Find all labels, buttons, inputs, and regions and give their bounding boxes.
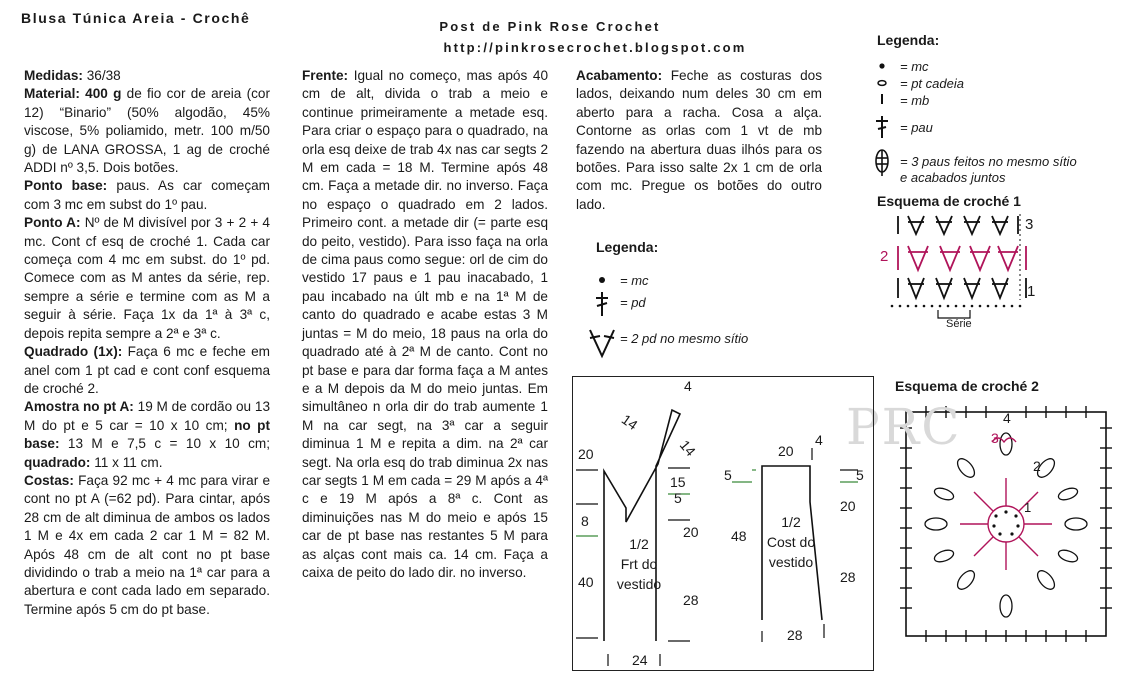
- medidas-label: Medidas:: [24, 68, 83, 83]
- back-label-line2: Cost do: [766, 534, 816, 550]
- quadrado-text: Faça 6 mc e feche em anel com 1 pt cad e cont conf esquema de croché 2.: [24, 344, 270, 396]
- legend-mid-item-mc: = mc: [620, 273, 649, 288]
- no-pt-base-label: no pt base:: [24, 417, 270, 452]
- double-pd-v-icon: [590, 330, 614, 356]
- legend-right-item-mb: = mb: [900, 93, 930, 108]
- pau-icon: [876, 116, 888, 138]
- front-label: [610, 534, 668, 594]
- costas-text: Faça 92 mc + 4 mc para virar e cont no pt A (=62 pd). Para cintar, após 28 cm de alt diminua de ambos os lados 1 M e 4x em cada 2 car 1 M = 82 M. Após 48 cm de alt cont no pt base dividindo o trab a meio na 1ª car para a abertura e cont cada lado em separado. Termine após 5 cm do pt base.: [24, 472, 271, 617]
- pd-icon: [596, 292, 608, 316]
- costas-label: Costas:: [24, 472, 74, 488]
- frente-text: Igual no começo, mas após 40 cm de alt, divida o trab a meio e continue primeiramente a metade esq. Para criar o espaço para o quadrado, na orla esq deixe de trab 4x nas car segts 2 M em cada = 18 M. Termine após 48 cm. Faça a metade dir. no inverso. Faça no espaço o quadrado em 2 lados. Primeiro cont. a metade dir (= parte esq do peito, vestido). Para isso faça na orla de cima paus como segue: orl de cim do vestido 17 paus e 1 pau inacabado, 1 pau incabado na últ mb e na 1ª M de canto do quadrado e acabe estas 3 M juntas = M do meio, 18 paus na orla do quadrado até à 2ª M de canto. Cont no pt base e para dar forma faça a M antes e a M depois da M do meio juntas. Em simultâneo n orla dir do trab aumente 1 M na car segt, na 3ª car a seguir diminua 1 M e repita a dim. na 2ª car segt. Na orla esq do trab diminua 2x nas car segts 1 M em cada = 29 M após a 4ª c e 19 M após a 8ª c. Cont as diminuições nas M do meio e após 15 car de pt base nas restantes 5 M para as alças cont mais ca. 14 cm. Faça a caixa de peito do lado dir. no inverso.: [302, 68, 549, 580]
- frente-label: Frente:: [302, 68, 349, 83]
- scheme1-row2: [898, 246, 1026, 270]
- material-qty: 400 g: [85, 86, 122, 102]
- front-label-line3: vestido: [616, 576, 662, 592]
- scheme1-chain-dots: [891, 305, 1022, 308]
- back-label: [762, 512, 820, 572]
- scheme1-title: Esquema de croché 1: [877, 193, 1021, 209]
- scheme2-number-3: 3: [991, 430, 999, 446]
- scheme2-number-2: 2: [1033, 458, 1041, 474]
- material-text: de fio cor de areia (cor 12) “Binario” (50% algodão, 45% viscose, 5% poliamido, metr. 100 m/50 g) de LANA GROSSA, 1 ag de croché ADDI nº 3,5. Dois botões.: [24, 86, 270, 176]
- mc-dot-icon: [599, 277, 605, 283]
- front-dim-20: 20: [578, 446, 594, 462]
- acabamento-text: Feche as costuras dos lados, deixando num deles 30 cm em aberto para a racha. Cosa a alça. Contorne as orlas com 1 vt de mb fazendo na abertura duas ilhós para os botões. Para isso salte 2x 1 cm de orla com mc. Pregue os botões do outro lado.: [576, 68, 823, 212]
- ponto-a-label: Ponto A:: [24, 215, 81, 231]
- front-dim-15: 15: [670, 474, 686, 490]
- pt-cadeia-icon: [878, 81, 886, 86]
- quadrado-label: Quadrado (1x):: [24, 344, 123, 360]
- scheme2-number-1: 1: [1024, 500, 1032, 515]
- front-dim-20b: 20: [683, 524, 699, 540]
- front-dim-5: 5: [674, 490, 682, 506]
- legend-mid-item-pd: = pd: [620, 295, 646, 310]
- no-pt-base-text: 13 M e 7,5 c = 10 x 10 cm;: [67, 436, 270, 452]
- front-label-line2: Frt do: [620, 556, 658, 572]
- ponto-a-text: Nº de M divisível por 3 + 2 + 4 mc. Cont cf esq de croché 1. Cada car começa com 4 mc em subst. do 1º pd. Comece com as M antes da série, rep. sempre a série e termine com as M a seguir à série. Faça 1x da 1ª à 3ª c, depois repita sempre a 2ª e 3ª c.: [24, 215, 270, 341]
- back-dim-5-left: 5: [724, 467, 732, 483]
- acabamento-label: Acabamento:: [576, 68, 663, 83]
- front-dim-4: 4: [684, 378, 692, 394]
- front-dim-40: 40: [578, 574, 594, 590]
- quadrado2-text: 11 x 11 cm.: [94, 454, 163, 470]
- scheme1-row3: [898, 216, 1018, 234]
- legend-right-title: Legenda:: [877, 32, 940, 48]
- instructions-column-2: [302, 67, 548, 582]
- legend-mid-item-2pd: = 2 pd no mesmo sítio: [620, 331, 749, 346]
- scheme2-title: Esquema de croché 2: [895, 378, 1039, 394]
- scheme1-row2-number: 2: [880, 248, 889, 265]
- scheme2-clusters: [925, 433, 1087, 617]
- scheme2-center-dots: [992, 510, 1019, 535]
- scheme1-serie-label: Série: [946, 318, 972, 330]
- back-dim-5-right: 5: [856, 467, 864, 483]
- instructions-column-1: [24, 67, 270, 619]
- crochet-scheme-1: [878, 210, 1078, 332]
- amostra-label: Amostra no pt A:: [24, 399, 134, 415]
- legend-right-item-mc: = mc: [900, 59, 929, 74]
- back-dim-4: 4: [815, 432, 823, 448]
- back-dim-28-right: 28: [840, 569, 856, 585]
- back-dim-28-bottom: 28: [787, 627, 803, 643]
- back-dim-48: 48: [731, 528, 747, 544]
- serie-bracket: [938, 310, 970, 318]
- front-piece-outline: [604, 410, 680, 641]
- back-label-line1: 1/2: [781, 514, 801, 530]
- post-credit: Post de Pink Rose Crochet: [439, 19, 661, 34]
- legend-right-item-3pau: = 3 paus feitos no mesmo sítio e acabados juntos: [900, 154, 1077, 185]
- watermark: PRC: [846, 398, 962, 456]
- front-dim-14b: 14: [676, 436, 699, 460]
- material-label: Material:: [24, 86, 80, 102]
- back-dim-20-right: 20: [840, 498, 856, 514]
- scheme1-row1: [898, 278, 1026, 298]
- back-label-line3: vestido: [768, 554, 814, 570]
- amostra-text: 19 M de cordão ou 13 M do pt e 5 car = 10 x 10 cm;: [24, 399, 270, 433]
- legend-right-item-pt-cadeia: = pt cadeia: [900, 76, 964, 91]
- scheme1-row1-number: 1: [1027, 283, 1036, 300]
- mc-dot-icon: [879, 63, 884, 68]
- front-dim-14a: 14: [618, 410, 641, 434]
- front-dim-8: 8: [581, 513, 589, 529]
- ponto-base-text: paus. As car começam com 3 mc em subst do 1º pau.: [24, 178, 271, 212]
- page-title: Blusa Túnica Areia - Crochê: [21, 10, 251, 26]
- front-label-line1: 1/2: [629, 536, 649, 552]
- blog-url[interactable]: http://pinkrosecrochet.blogspot.com: [443, 40, 747, 55]
- scheme1-row3-number: 3: [1025, 216, 1034, 233]
- front-dim-28: 28: [683, 592, 699, 608]
- front-dim-24: 24: [632, 652, 648, 668]
- medidas-text: 36/38: [86, 68, 121, 83]
- three-pau-cluster-icon: [876, 150, 888, 176]
- ponto-base-label: Ponto base:: [24, 178, 108, 194]
- legend-mid-title: Legenda:: [596, 239, 659, 255]
- garment-schematic: [572, 376, 874, 671]
- quadrado2-label: quadrado:: [24, 454, 91, 470]
- scheme2-number-4: 4: [1003, 410, 1011, 426]
- legend-right-item-pau: = pau: [900, 120, 933, 135]
- instructions-column-3: [576, 67, 822, 214]
- back-dim-20: 20: [778, 443, 794, 459]
- legend-right-symbols: [868, 58, 902, 188]
